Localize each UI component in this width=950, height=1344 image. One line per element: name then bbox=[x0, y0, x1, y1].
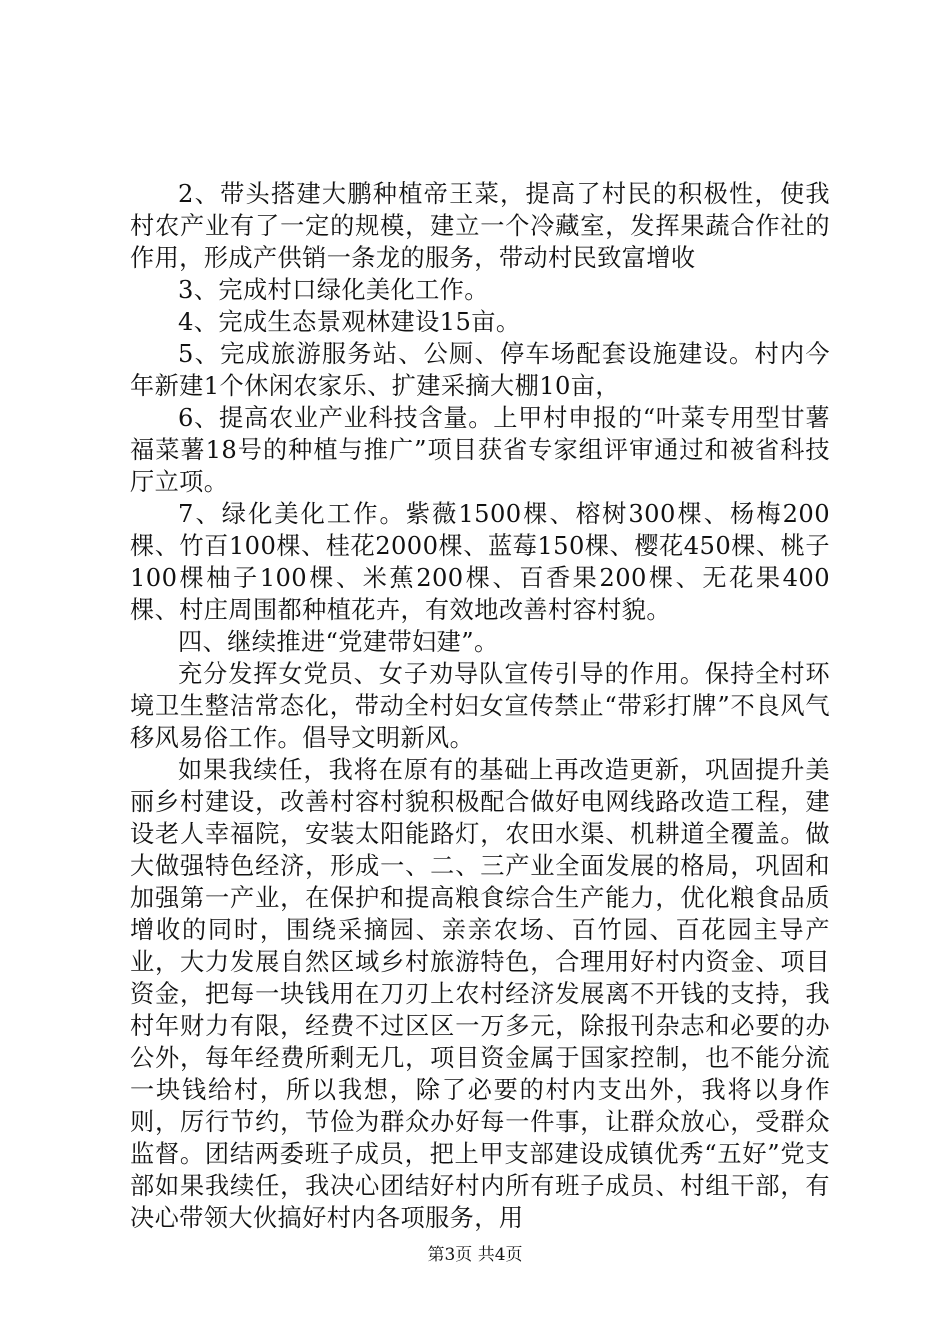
paragraph-item-4: 4、完成生态景观林建设15亩。 bbox=[178, 308, 521, 336]
paragraph-item-7: 7、绿化美化工作。紫薇1500棵、榕树300棵、杨梅200棵、竹百100棵、桂花2000棵、蓝莓150棵、樱花450棵、桃子100棵柚子100棵、米蕉200棵、百香果200棵、无花果400棵、村庄周围都种植花卉，有效地改善村容村貌。 bbox=[130, 500, 830, 624]
page-footer: 第3页 共4页 bbox=[427, 1245, 523, 1265]
paragraph-women-party: 充分发挥女党员、女子劝导队宣传引导的作用。保持全村环境卫生整洁常态化，带动全村妇女宣传禁止“带彩打牌”不良风气移风易俗工作。倡导文明新风。 bbox=[130, 660, 830, 752]
paragraph-reelection-plan: 如果我续任，我将在原有的基础上再改造更新，巩固提升美丽乡村建设，改善村容村貌积极配合做好电网线路改造工程，建设老人幸福院，安装太阳能路灯，农田水渠、机耕道全覆盖。做大做强特色经济，形成一、二、三产业全面发展的格局，巩固和加强第一产业，在保护和提高粮食综合生产能力，优化粮食品质增收的同时，围绕采摘园、亲亲农场、百竹园、百花园主导产业，大力发展自然区域乡村旅游特色，合理用好村内资金、项目资金，把每一块钱用在刀刃上农村经济发展离不开钱的支持，我村年财力有限，经费不过区区一万多元，除报刊杂志和必要的办公外，每年经费所剩无几，项目资金属于国家控制，也不能分流一块钱给村，所以我想，除了必要的村内支出外，我将以身作则，厉行节约，节俭为群众办好每一件事，让群众放心，受群众监督。团结两委班子成员，把上甲支部建设成镇优秀“五好”党支部如果我续任，我决心团结好村内所有班子成员、村组干部，有决心带领大伙搞好村内各项服务，用 bbox=[130, 756, 830, 1232]
section-heading-4: 四、继续推进“党建带妇建”。 bbox=[178, 628, 499, 656]
paragraph-item-6: 6、提高农业产业科技含量。上甲村申报的“叶菜专用型甘薯福菜薯18号的种植与推广”项目获省专家组评审通过和被省科技厅立项。 bbox=[130, 404, 830, 496]
paragraph-item-5: 5、完成旅游服务站、公厕、停车场配套设施建设。村内今年新建1个休闲农家乐、扩建采摘大棚10亩， bbox=[130, 340, 830, 400]
paragraph-item-3: 3、完成村口绿化美化工作。 bbox=[178, 276, 489, 304]
document-body bbox=[130, 178, 830, 1234]
paragraph-item-2: 2、带头搭建大鹏种植帝王菜，提高了村民的积极性，使我村农产业有了一定的规模，建立一个冷藏室，发挥果蔬合作社的作用，形成产供销一条龙的服务，带动村民致富增收 bbox=[130, 180, 830, 272]
